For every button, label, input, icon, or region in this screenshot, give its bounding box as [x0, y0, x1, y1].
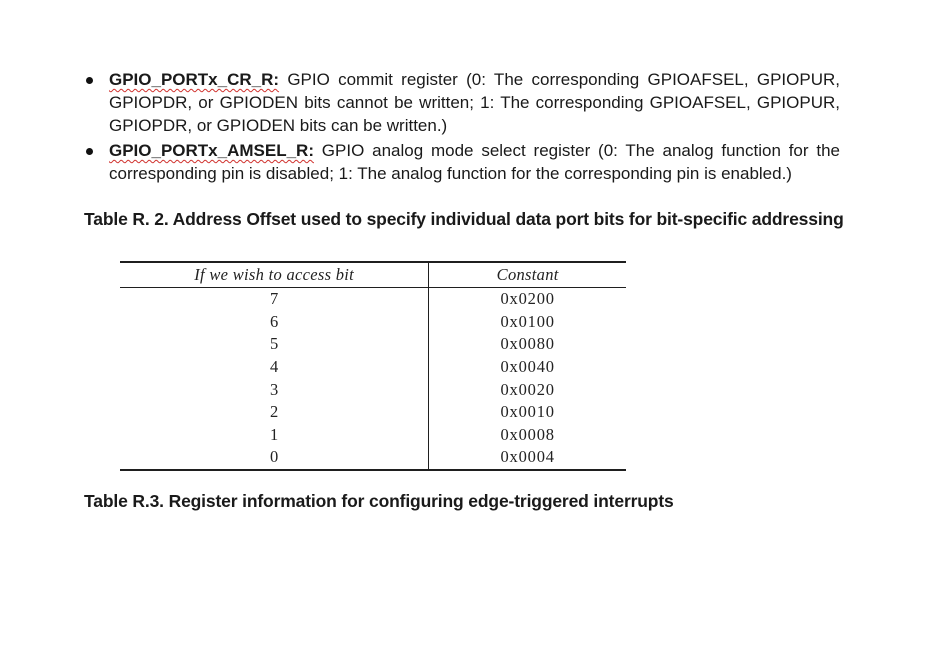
bullet-icon — [86, 148, 93, 155]
table-row — [120, 288, 626, 311]
constant-cell: 0x0008 — [500, 424, 555, 444]
bit-cell: 5 — [120, 333, 429, 356]
bit-cell: 3 — [120, 378, 429, 401]
bit-cell: 1 — [120, 424, 429, 447]
constant-cell: 0x0080 — [500, 334, 555, 354]
table-row — [120, 378, 626, 401]
header-bit: If we wish to access bit — [120, 262, 429, 288]
table-row — [120, 356, 626, 379]
bullet-icon — [86, 77, 93, 84]
constant-cell: 0x0004 — [429, 446, 626, 470]
constant-cell: 0x0100 — [500, 311, 555, 331]
table-row — [120, 446, 626, 470]
table-row — [120, 424, 626, 447]
register-bullet-list — [84, 68, 840, 187]
register-name-cr: GPIO_PORTx_CR_R: — [109, 70, 280, 89]
address-offset-table — [120, 261, 626, 471]
table-header-row — [120, 262, 626, 288]
bit-cell: 7 — [120, 288, 429, 311]
table-row — [120, 401, 626, 424]
register-desc-amsel: GPIO analog mode select register (0: The analog function for the corresponding pin is disabled; 1: The analog function for the corresponding pin is enabled.) — [109, 141, 840, 183]
constant-cell: 0x0040 — [500, 357, 555, 377]
constant-cell: 0x0010 — [500, 402, 555, 422]
table-r2-caption: Table R. 2. Address Offset used to specify individual data port bits for bit-specific addressing — [84, 209, 844, 229]
table-row — [120, 311, 626, 334]
table-row — [120, 333, 626, 356]
table-r3-caption: Table R.3. Register information for configuring edge-triggered interrupts — [84, 491, 674, 511]
constant-cell: 0x0020 — [500, 379, 555, 399]
bullet-cr-register — [84, 68, 840, 137]
bit-cell: 4 — [120, 356, 429, 379]
bit-cell: 2 — [120, 401, 429, 424]
register-desc-cr: GPIO commit register (0: The corresponding GPIOAFSEL, GPIOPUR, GPIOPDR, or GPIODEN bits cannot be written; 1: The corresponding GPIOAFSEL, GPIOPUR, GPIOPDR, or GPIODEN bits can be written.) — [109, 70, 840, 135]
bit-cell: 0 — [120, 446, 429, 470]
bit-cell: 6 — [120, 311, 429, 334]
constant-cell: 0x0200 — [500, 289, 555, 309]
header-constant: Constant — [429, 262, 626, 288]
bullet-amsel-register — [84, 139, 840, 185]
register-name-amsel: GPIO_PORTx_AMSEL_R: — [109, 141, 314, 160]
